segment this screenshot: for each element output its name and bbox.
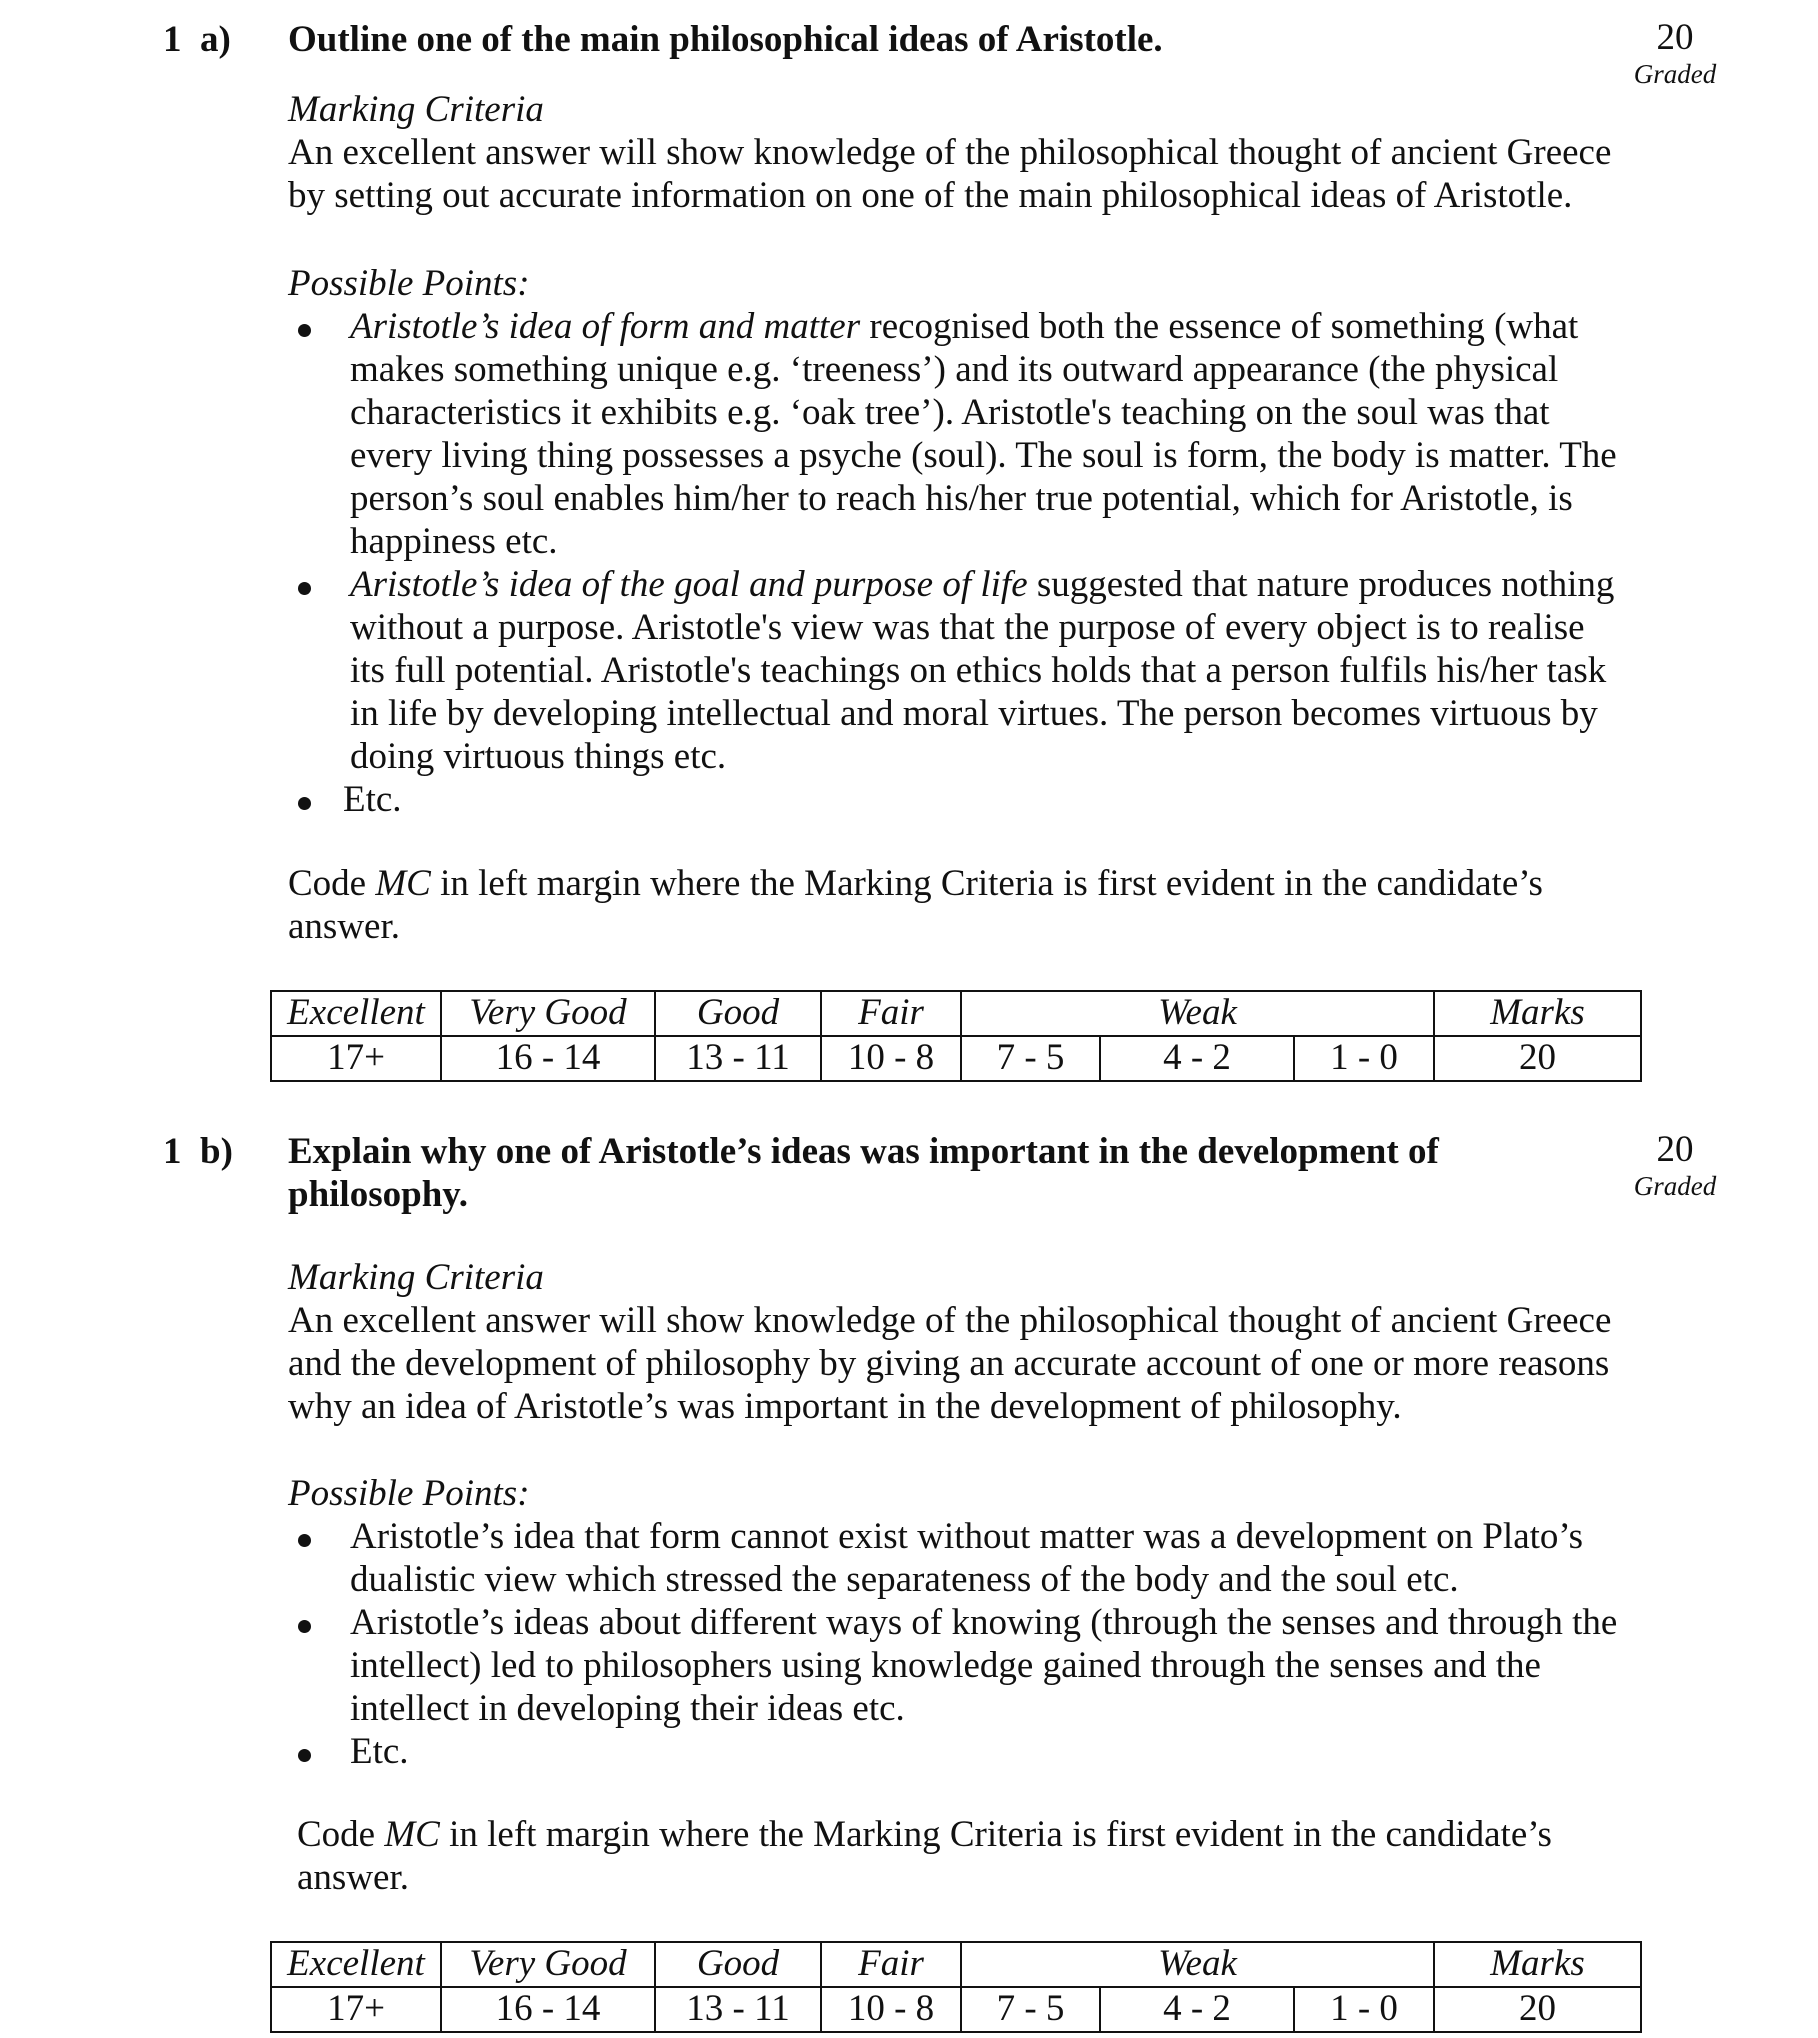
table-row [271,1987,1641,2032]
question-1a-title: Outline one of the main philosophical ideas of Aristotle. [288,19,1163,60]
table-cell: 16 - 14 [441,1987,655,2032]
list-item: Etc. [288,778,1628,821]
header-fair: Fair [821,1942,961,1987]
marks-value: 20 [1656,1129,1694,1170]
table-cell: 4 - 2 [1100,1987,1294,2032]
table-cell: 1 - 0 [1294,1987,1434,2032]
marks-type: Graded [1633,1171,1717,1201]
question-1b-code-note: Code MC in left margin where the Marking Criteria is first evident in the candidate’s answer. [297,1814,1552,1898]
table-cell: 10 - 8 [821,1036,961,1081]
list-item: Aristotle’s idea of the goal and purpose of life suggested that nature produces nothing without a purpose. Aristotle's view was that the purpose of every object is to realise its full potential. Aristotle's teachings on ethics holds that a person fulfils his/her task in life by developing intellectual and moral virtues. The person becomes virtuous by doing virtuous things etc. [288,563,1628,778]
question-1b-grade-table [270,1941,1642,2033]
table-cell: 4 - 2 [1100,1036,1294,1081]
list-item: Aristotle’s idea that form cannot exist without matter was a development on Plato’s dualistic view which stressed the separateness of the body and the soul etc. [288,1515,1628,1601]
table-row [271,1036,1641,1081]
list-item: Etc. [288,1730,1628,1773]
marks-value: 20 [1656,17,1694,58]
header-marks: Marks [1434,991,1641,1036]
header-weak: Weak [961,1942,1434,1987]
table-cell: 13 - 11 [655,1987,821,2032]
question-1a-marks [1600,16,1750,89]
table-header-row [271,991,1641,1036]
question-1b-possible-points [288,1472,1628,1773]
question-1a-number: 1 a) [163,19,231,60]
question-1b-marking-criteria [288,1256,1628,1428]
question-1a-code-note: Code MC in left margin where the Marking Criteria is first evident in the candidate’s answer. [288,863,1543,947]
question-1a-grade-table [270,990,1642,1082]
question-1b-number: 1 b) [163,1131,233,1172]
criteria-heading: Marking Criteria [288,1257,544,1298]
question-1a-possible-points [288,262,1628,821]
question-1b-title: Explain why one of Aristotle’s ideas was important in the development of philosophy. [288,1131,1439,1215]
header-marks: Marks [1434,1942,1641,1987]
table-cell: 20 [1434,1987,1641,2032]
table-cell: 7 - 5 [961,1036,1100,1081]
criteria-heading: Marking Criteria [288,89,544,130]
criteria-text: An excellent answer will show knowledge of the philosophical thought of ancient Greece and the development of philosophy by giving an accurate account of one or more reasons why an idea of Aristotle’s was important in the development of philosophy. [288,1300,1612,1427]
criteria-text: An excellent answer will show knowledge of the philosophical thought of ancient Greece by setting out accurate information on one of the main philosophical ideas of Aristotle. [288,132,1612,216]
points-heading: Possible Points: [288,263,530,304]
header-weak: Weak [961,991,1434,1036]
list-item: Aristotle’s ideas about different ways of knowing (through the senses and through the intellect) led to philosophers using knowledge gained through the senses and the intellect in developing their ideas etc. [288,1601,1628,1730]
question-1b-marks [1600,1128,1750,1201]
table-cell: 10 - 8 [821,1987,961,2032]
header-excellent: Excellent [271,1942,441,1987]
points-list [288,305,1628,821]
table-cell: 17+ [271,1036,441,1081]
table-cell: 1 - 0 [1294,1036,1434,1081]
table-cell: 16 - 14 [441,1036,655,1081]
marks-type: Graded [1633,59,1717,89]
header-excellent: Excellent [271,991,441,1036]
header-very-good: Very Good [441,991,655,1036]
header-fair: Fair [821,991,961,1036]
points-heading: Possible Points: [288,1473,530,1514]
table-cell: 20 [1434,1036,1641,1081]
table-cell: 7 - 5 [961,1987,1100,2032]
header-very-good: Very Good [441,1942,655,1987]
header-good: Good [655,1942,821,1987]
table-header-row [271,1942,1641,1987]
table-cell: 17+ [271,1987,441,2032]
points-list [288,1515,1628,1773]
header-good: Good [655,991,821,1036]
table-cell: 13 - 11 [655,1036,821,1081]
list-item: Aristotle’s idea of form and matter recognised both the essence of something (what makes something unique e.g. ‘treeness’) and its outward appearance (the physical characteristics it exhibits e.g. ‘oak tree’). Aristotle's teaching on the soul was that every living thing possesses a psyche (soul). The soul is form, the body is matter. The person’s soul enables him/her to reach his/her true potential, which for Aristotle, is happiness etc. [288,305,1628,563]
question-1a-marking-criteria [288,88,1628,217]
